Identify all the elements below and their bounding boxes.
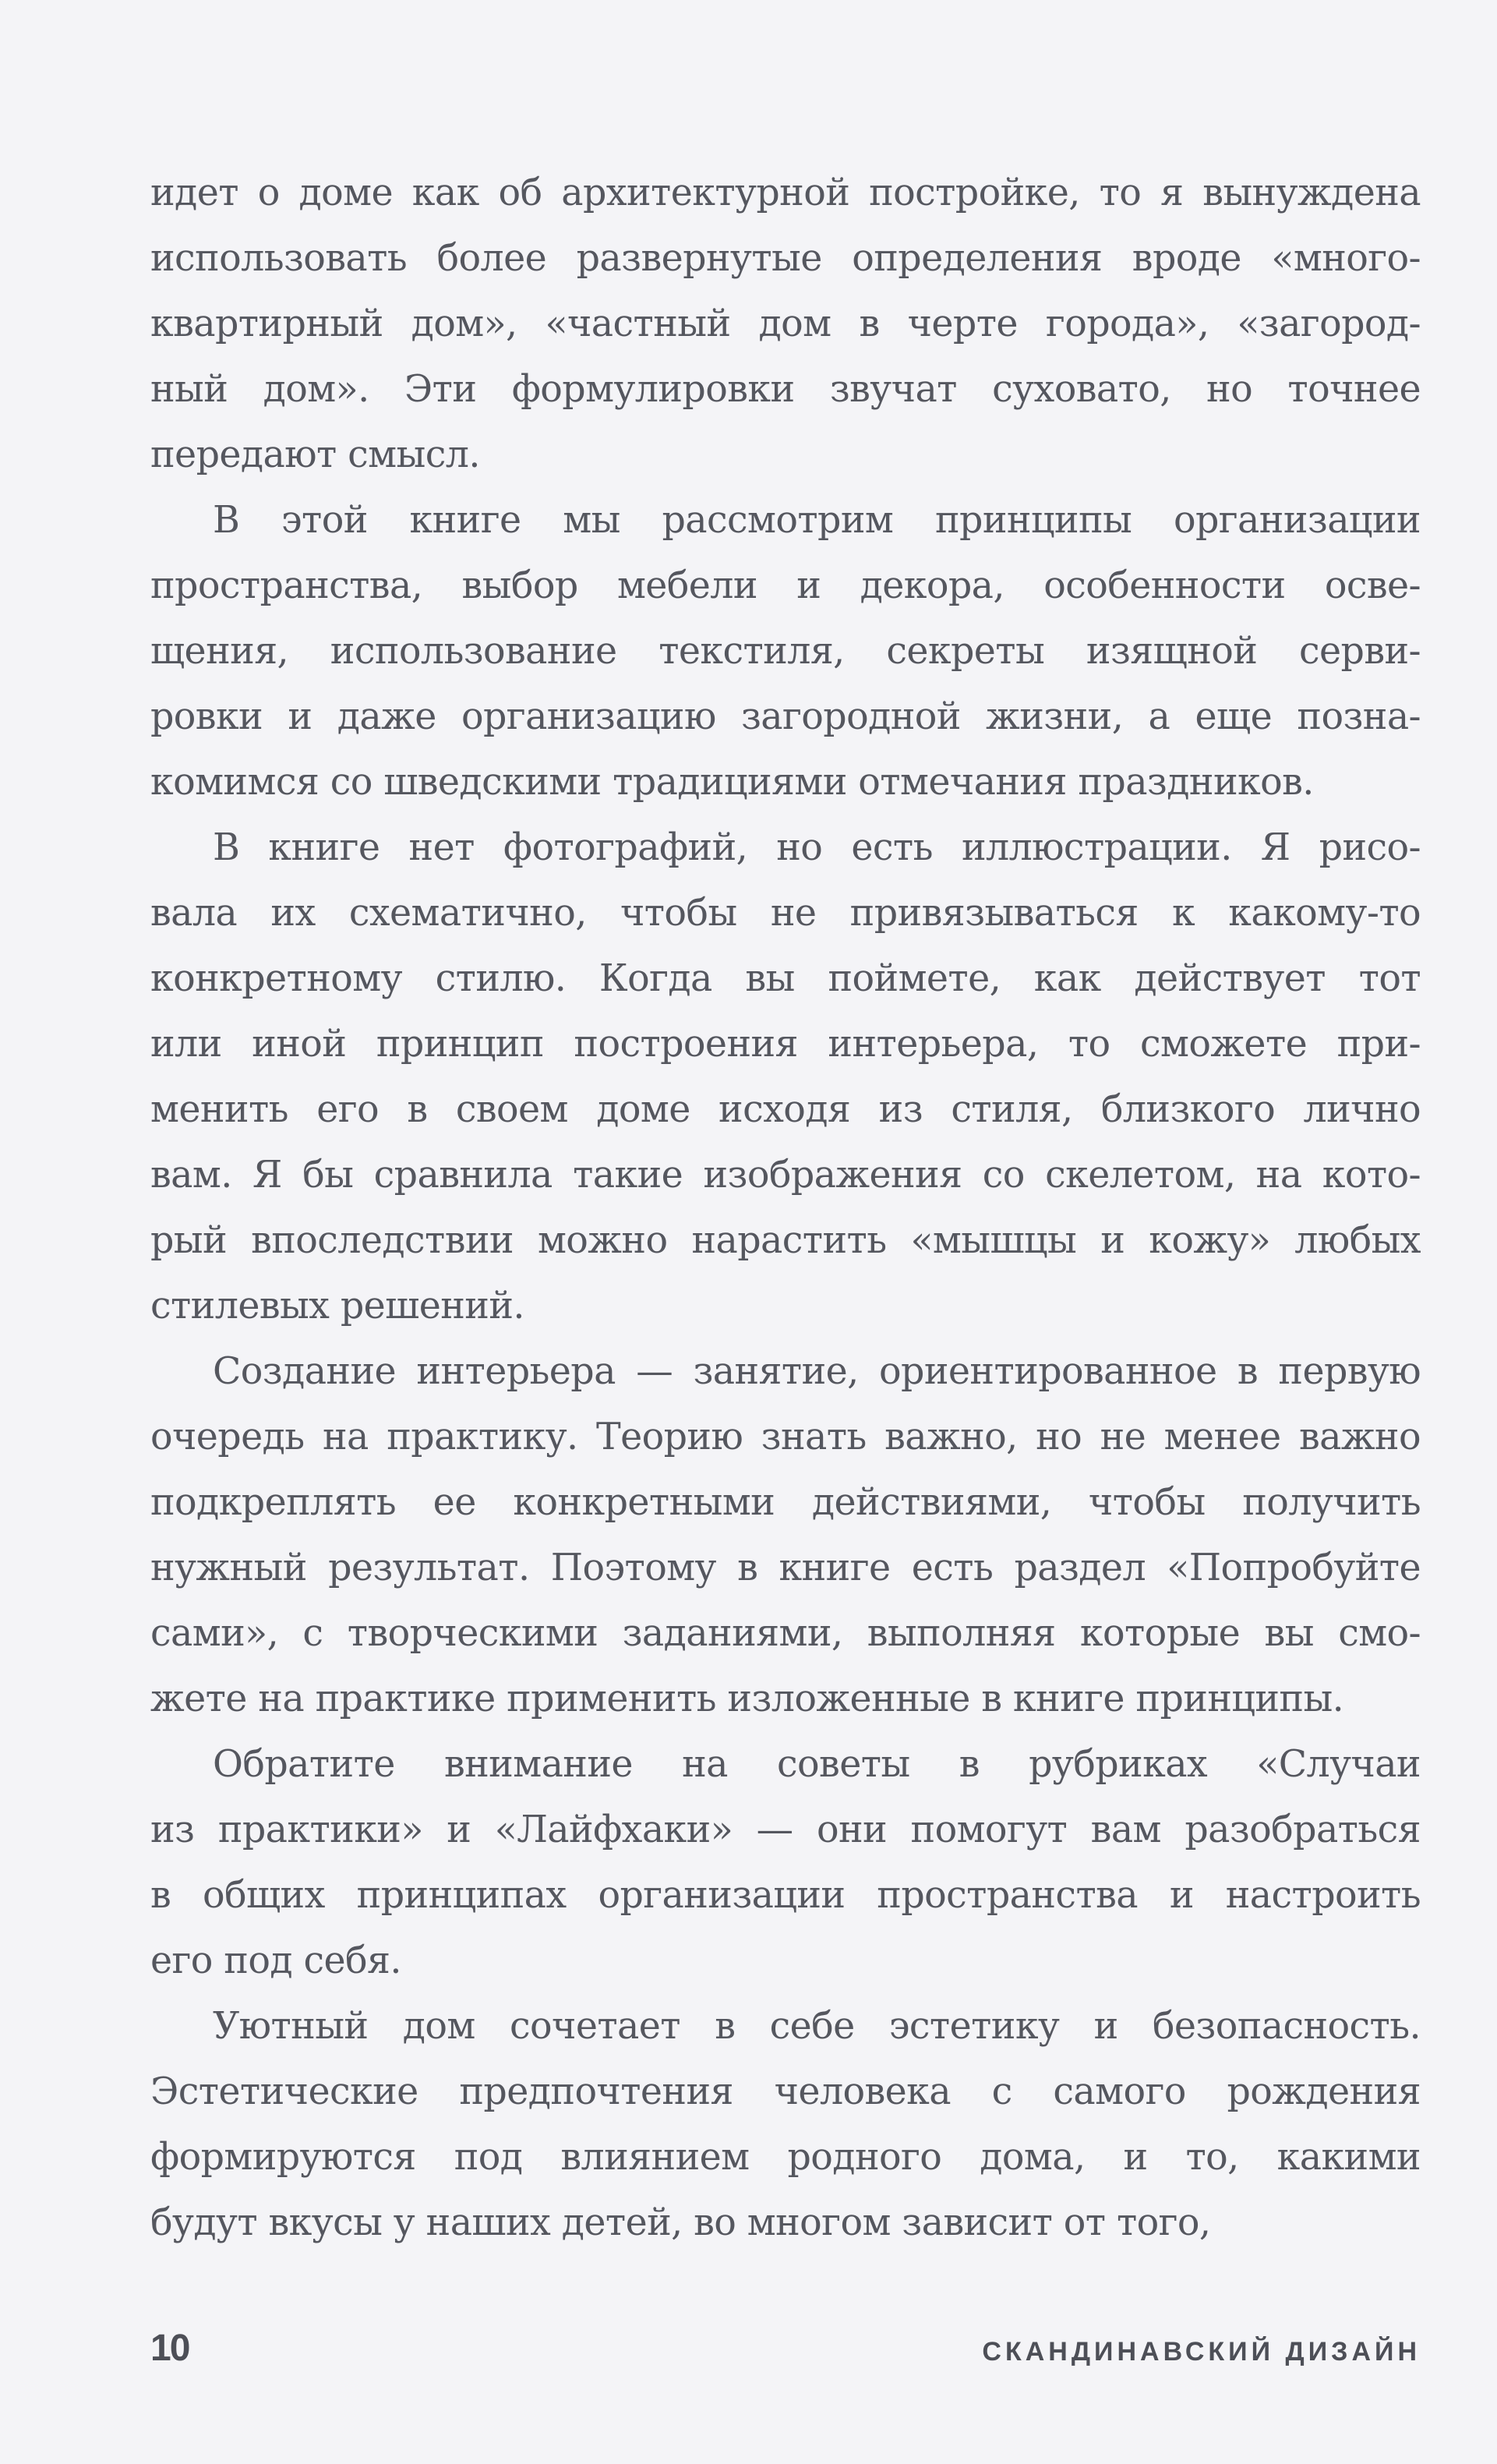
text-line: Уютный дом сочетает в себе эстетику и безопасность. xyxy=(213,2005,1421,2048)
text-line: менить его в своем доме исходя из стиля, близкого лично xyxy=(150,1088,1421,1131)
text-line: Эстетические предпочтения человека с самого рождения xyxy=(150,2070,1421,2113)
text-line: его под себя. xyxy=(150,1939,401,1982)
page-body xyxy=(150,161,1421,2256)
page-number: 10 xyxy=(150,2328,189,2369)
text-line: идет о доме как об архитектурной постройке, то я вынуждена xyxy=(150,171,1421,214)
text-line: щения, использование текстиля, секреты изящной серви- xyxy=(150,630,1421,673)
text-line: подкреплять ее конкретными действиями, чтобы получить xyxy=(150,1481,1421,1524)
paragraph xyxy=(150,1994,1421,2256)
text-line: формируются под влиянием родного дома, и то, какими xyxy=(150,2136,1421,2179)
text-line: ровки и даже организацию загородной жизни, а еще позна- xyxy=(150,695,1421,738)
text-line: использовать более развернутые определения вроде «много- xyxy=(150,237,1421,280)
text-line: вала их схематично, чтобы не привязываться к какому-то xyxy=(150,892,1421,935)
text-line: очередь на практику. Теорию знать важно, но не менее важно xyxy=(150,1416,1421,1458)
text-line: ный дом». Эти формулировки звучат суховато, но точнее xyxy=(150,368,1421,411)
paragraph xyxy=(150,488,1421,815)
text-line: комимся со шведскими традициями отмечания праздников. xyxy=(150,761,1314,804)
paragraph xyxy=(150,1339,1421,1732)
text-line: будут вкусы у наших детей, во многом зависит от того, xyxy=(150,2201,1211,2244)
text-line: В книге нет фотографий, но есть иллюстрации. Я рисо- xyxy=(213,826,1421,869)
page-footer xyxy=(150,2327,1421,2370)
text-line: сами», с творческими заданиями, выполняя которые вы смо- xyxy=(150,1612,1421,1655)
text-line: стилевых решений. xyxy=(150,1285,524,1327)
text-line: жете на практике применить изложенные в книге принципы. xyxy=(150,1677,1344,1720)
text-line: пространства, выбор мебели и декора, особенности осве- xyxy=(150,564,1421,607)
text-line: или иной принцип построения интерьера, то сможете при- xyxy=(150,1023,1421,1066)
text-line: из практики» и «Лайфхаки» — они помогут вам разобраться xyxy=(150,1808,1421,1851)
running-head: СКАНДИНАВСКИЙ ДИЗАЙН xyxy=(982,2337,1421,2367)
paragraph xyxy=(150,815,1421,1339)
text-line: В этой книге мы рассмотрим принципы организации xyxy=(213,499,1421,542)
text-line: вам. Я бы сравнила такие изображения со скелетом, на кото- xyxy=(150,1154,1421,1197)
text-line: Создание интерьера — занятие, ориентированное в первую xyxy=(213,1350,1421,1393)
text-line: нужный результат. Поэтому в книге есть раздел «Попробуйте xyxy=(150,1547,1421,1589)
text-line: рый впоследствии можно нарастить «мышцы и кожу» любых xyxy=(150,1219,1421,1262)
text-line: конкретному стилю. Когда вы поймете, как действует тот xyxy=(150,957,1421,1000)
text-line: квартирный дом», «частный дом в черте города», «загород- xyxy=(150,302,1421,345)
paragraph xyxy=(150,161,1421,488)
text-line: Обратите внимание на советы в рубриках «Случаи xyxy=(213,1743,1421,1786)
text-line: в общих принципах организации пространства и настроить xyxy=(150,1874,1421,1917)
paragraph xyxy=(150,1732,1421,1994)
text-line: передают смысл. xyxy=(150,433,480,476)
